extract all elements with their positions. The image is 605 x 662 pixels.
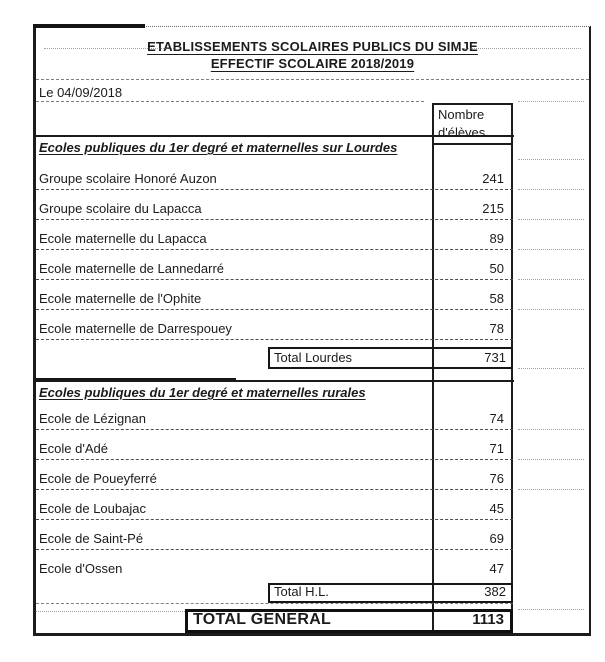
table-row <box>36 461 513 490</box>
section-header-lourdes <box>36 135 514 161</box>
school-name: Ecole maternelle du Lapacca <box>39 231 207 246</box>
table-row <box>36 161 513 190</box>
student-count: 50 <box>489 261 504 276</box>
table-row <box>36 191 513 220</box>
school-name: Ecole d'Ossen <box>39 561 123 576</box>
section-header-rurales-label: Ecoles publiques du 1er degré et maternelles rurales <box>39 385 366 400</box>
school-name: Groupe scolaire Honoré Auzon <box>39 171 217 186</box>
student-count: 58 <box>489 291 504 306</box>
table-row <box>36 491 513 520</box>
students-column-header-line1: Nombre <box>438 107 485 122</box>
total-hl-value: 382 <box>484 584 506 599</box>
scan-noise-line <box>518 609 584 610</box>
scan-noise-line <box>518 309 584 310</box>
scan-noise-line <box>36 603 513 604</box>
grand-total-label: TOTAL GENERAL <box>193 611 332 628</box>
table-row <box>36 221 513 250</box>
school-name: Ecole de Lézignan <box>39 411 146 426</box>
scan-noise-line <box>518 189 584 190</box>
total-lourdes-label: Total Lourdes <box>274 350 353 365</box>
scan-noise-line <box>36 79 589 80</box>
scan-noise-line <box>36 101 424 102</box>
scan-noise-line <box>518 101 584 102</box>
school-name: Ecole d'Adé <box>39 441 108 456</box>
table-row <box>36 251 513 280</box>
school-name: Ecole de Loubajac <box>39 501 146 516</box>
total-lourdes-value: 731 <box>484 350 506 365</box>
total-hl-row <box>268 583 513 603</box>
document-subtitle-text: EFFECTIF SCOLAIRE 2018/2019 <box>210 56 415 71</box>
student-count: 74 <box>489 411 504 426</box>
scan-noise-line <box>518 489 584 490</box>
scan-noise-line <box>518 279 584 280</box>
scan-noise-line <box>518 249 584 250</box>
document-page <box>33 26 591 636</box>
total-lourdes-row <box>268 347 513 369</box>
students-column-header-line2: d'élèves <box>438 125 486 140</box>
student-count: 69 <box>489 531 504 546</box>
document-subtitle <box>36 56 589 71</box>
document-title <box>36 39 589 54</box>
scan-noise-line <box>518 219 584 220</box>
table-row <box>36 401 513 430</box>
total-hl-label: Total H.L. <box>274 584 329 599</box>
scan-noise-line <box>518 368 584 369</box>
section-header-lourdes-label: Ecoles publiques du 1er degré et maternelles sur Lourdes <box>39 140 398 155</box>
school-name: Ecole de Poueyferré <box>39 471 157 486</box>
student-count: 89 <box>489 231 504 246</box>
table-row <box>36 551 513 579</box>
student-count: 45 <box>489 501 504 516</box>
table-row <box>36 311 513 340</box>
grand-total-value: 1113 <box>472 611 504 628</box>
student-count: 78 <box>489 321 504 336</box>
scan-noise-line <box>518 159 584 160</box>
scan-noise-line <box>36 611 185 612</box>
scan-border-artifact <box>33 24 145 28</box>
student-count: 71 <box>489 441 504 456</box>
school-name: Ecole maternelle de Lannedarré <box>39 261 225 276</box>
table-row <box>36 281 513 310</box>
student-count: 215 <box>482 201 504 216</box>
scan-noise-line <box>518 459 584 460</box>
document-date: Le 04/09/2018 <box>39 85 123 100</box>
table-row <box>36 521 513 550</box>
scan-noise-line <box>518 429 584 430</box>
school-name: Ecole maternelle de Darrespouey <box>39 321 232 336</box>
school-name: Ecole de Saint-Pé <box>39 531 144 546</box>
student-count: 76 <box>489 471 504 486</box>
grand-total-row <box>185 609 513 633</box>
student-count: 241 <box>482 171 504 186</box>
student-count: 47 <box>489 561 504 576</box>
document-title-text: ETABLISSEMENTS SCOLAIRES PUBLICS DU SIMJE <box>147 39 478 54</box>
school-name: Ecole maternelle de l'Ophite <box>39 291 202 306</box>
table-row <box>36 431 513 460</box>
school-name: Groupe scolaire du Lapacca <box>39 201 202 216</box>
